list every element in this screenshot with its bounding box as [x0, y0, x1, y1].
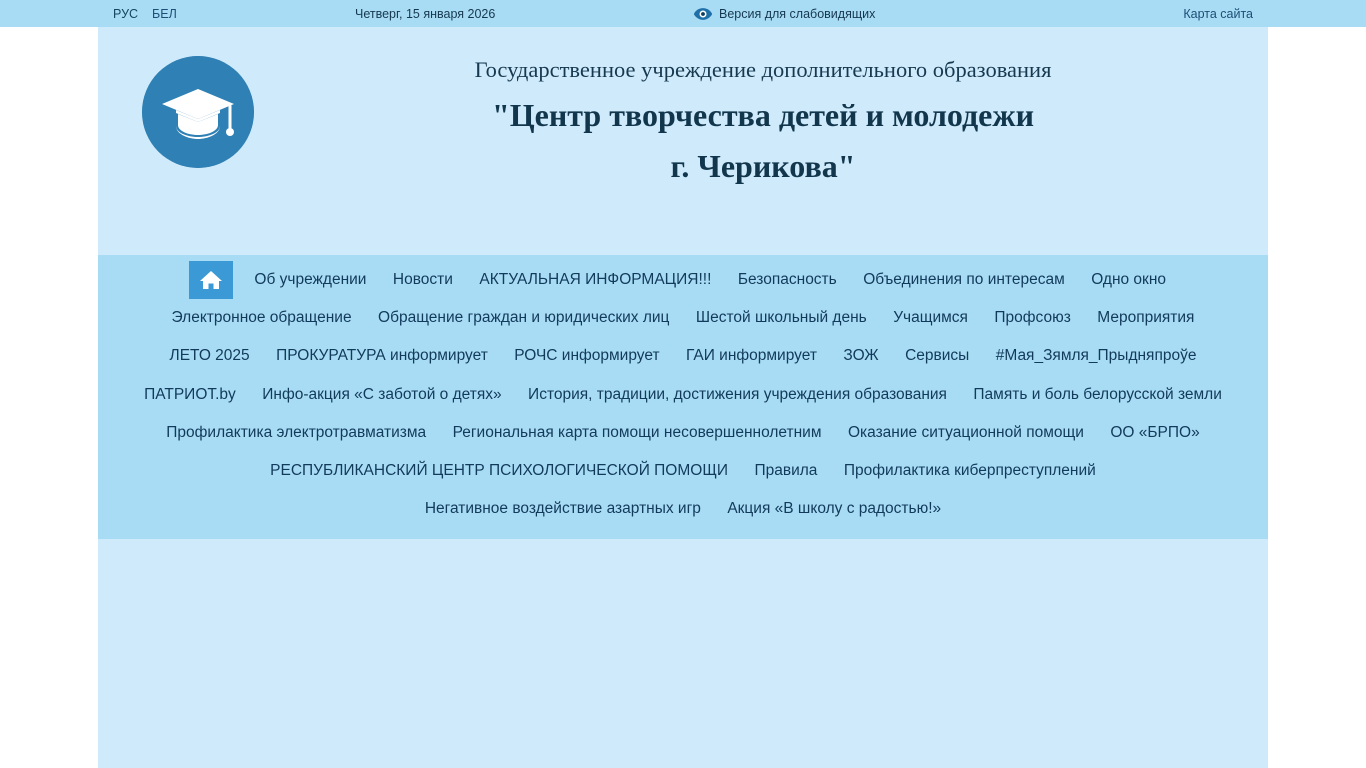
nav-item-leto-2025[interactable]: ЛЕТО 2025	[169, 347, 250, 365]
site-title-line3: г. Черикова"	[670, 148, 856, 184]
nav-item-pamyat-i-bol[interactable]: Память и боль белорусской земли	[973, 385, 1222, 403]
current-date: Четверг, 15 января 2026	[355, 6, 496, 21]
accessibility-version-link[interactable]	[693, 0, 875, 27]
nav-item-ob-uchrezhdenii[interactable]: Об учреждении	[254, 271, 367, 288]
nav-item-elektronnoe-obrashchenie[interactable]: Электронное обращение	[171, 309, 352, 327]
nav-item-akciya-v-shkolu-s-radostyu[interactable]: Акция «В школу с радостью!»	[727, 500, 942, 518]
accessibility-version-label: Версия для слабовидящих	[719, 6, 876, 21]
nav-item-servisy[interactable]: Сервисы	[905, 347, 970, 365]
language-switcher	[113, 0, 177, 27]
nav-item-profilaktika-kiberprestupleniy[interactable]: Профилактика киберпреступлений	[843, 462, 1096, 480]
nav-item-zozh[interactable]: ЗОЖ	[843, 347, 879, 365]
nav-item-pravila[interactable]: Правила	[754, 462, 818, 480]
site-title-line1: Государственное учреждение дополнительного образования	[474, 57, 1052, 82]
nav-item-gai-informiruet[interactable]: ГАИ информирует	[686, 347, 817, 365]
home-icon[interactable]	[189, 261, 233, 299]
nav-item-novosti[interactable]: Новости	[392, 271, 453, 288]
top-utility-bar	[0, 0, 1366, 27]
nav-item-profsoyuz[interactable]: Профсоюз	[994, 309, 1071, 327]
main-navigation	[98, 255, 1268, 543]
nav-item-prokuratura-informiruet[interactable]: ПРОКУРАТУРА информирует	[276, 347, 488, 365]
nav-item-okazanie-situacionnoy-pomoshchi[interactable]: Оказание ситуационной помощи	[847, 423, 1084, 441]
nav-item-shestoy-shkolnyy-den[interactable]: Шестой школьный день	[695, 309, 867, 327]
nav-item-patriot-by[interactable]: ПАТРИОТ.by	[144, 385, 236, 403]
nav-item-negativnoe-vozdeystvie-azartnyh-igr[interactable]: Негативное воздействие азартных игр	[424, 500, 701, 518]
nav-item-profilaktika-elektrotravmatizma[interactable]: Профилактика электротравматизма	[166, 423, 427, 441]
navigation-items	[110, 261, 1256, 529]
nav-item-odno-okno[interactable]: Одно окно	[1091, 271, 1167, 288]
nav-item-istoriya-tradicii-dostizheniya[interactable]: История, традиции, достижения учреждения образования	[528, 385, 947, 403]
language-link-bel[interactable]: БЕЛ	[152, 6, 177, 21]
nav-item-rochs-informiruet[interactable]: РОЧС информирует	[514, 347, 660, 365]
nav-item-oo-brpo[interactable]: ОО «БРПО»	[1110, 423, 1200, 441]
nav-item-obrashchenie-grazhdan[interactable]: Обращение граждан и юридических лиц	[378, 309, 670, 327]
language-link-rus[interactable]: РУС	[113, 6, 139, 21]
site-title-line2: "Центр творчества детей и молодежи	[491, 97, 1035, 133]
eye-icon	[693, 4, 713, 24]
sitemap-link[interactable]: Карта сайта	[1183, 6, 1253, 21]
nav-item-meropriyatiya[interactable]: Мероприятия	[1097, 309, 1195, 327]
nav-item-regionalnaya-karta-pomoshchi[interactable]: Региональная карта помощи несовершеннолетним	[452, 423, 822, 441]
nav-item-maya-zyamlya[interactable]: #Мая_Зямля_Прыдняпроўе	[995, 347, 1197, 365]
nav-item-respublikanskiy-centr-psihologicheskoy-pomoshchi[interactable]: РЕСПУБЛИКАНСКИЙ ЦЕНТР ПСИХОЛОГИЧЕСКОЙ ПОМОЩИ	[270, 462, 728, 480]
site-header	[98, 27, 1268, 255]
nav-item-bezopasnost[interactable]: Безопасность	[737, 271, 837, 288]
page-content-area	[98, 539, 1268, 768]
nav-item-info-akciya-s-zabotoy-o-detyah[interactable]: Инфо-акция «С заботой о детях»	[262, 385, 502, 403]
site-title-block	[278, 53, 1248, 189]
graduation-cap-logo[interactable]	[142, 56, 254, 168]
nav-item-uchashchimsya[interactable]: Учащимся	[893, 309, 968, 327]
nav-item-obedineniya-po-interesam[interactable]: Объединения по интересам	[863, 271, 1065, 288]
nav-item-aktualnaya-informaciya[interactable]: АКТУАЛЬНАЯ ИНФОРМАЦИЯ!!!	[479, 271, 712, 288]
site-frame	[98, 27, 1268, 768]
